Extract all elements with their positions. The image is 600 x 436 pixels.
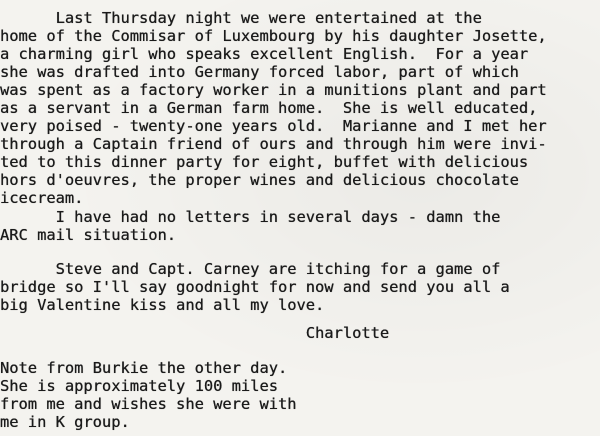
text-line: was spent as a factory worker in a munitions plant and part (0, 81, 547, 99)
text-line: icecream. (0, 189, 84, 207)
text-line: through a Captain friend of ours and through him were invi- (0, 135, 547, 153)
text-line: ted to this dinner party for eight, buffet with delicious (0, 153, 529, 171)
text-line: Steve and Capt. Carney are itching for a game of (0, 260, 501, 278)
text-line: home of the Commisar of Luxembourg by his daughter Josette, (0, 27, 547, 45)
text-line: Last Thursday night we were entertained at the (0, 9, 482, 27)
text-line: from me and wishes she were with (0, 395, 297, 413)
text-line: Note from Burkie the other day. (0, 359, 288, 377)
text-line: hors d'oeuvres, the proper wines and delicious chocolate (0, 171, 519, 189)
text-line: very poised - twenty-one years old. Marianne and I met her (0, 117, 547, 135)
text-line: as a servant in a German farm home. She is well educated, (0, 99, 538, 117)
text-line: ARC mail situation. (0, 226, 177, 244)
text-line: She is approximately 100 miles (0, 377, 278, 395)
text-line: she was drafted into Germany forced labor, part of which (0, 63, 519, 81)
text-line: me in K group. (0, 413, 130, 431)
text-line: a charming girl who speaks excellent English. For a year (0, 45, 529, 63)
text-line: big Valentine kiss and all my love. (0, 296, 325, 314)
text-line: bridge so I'll say goodnight for now and send you all a (0, 278, 510, 296)
signature: Charlotte (0, 324, 390, 342)
text-line: I have had no letters in several days - damn the (0, 208, 501, 226)
